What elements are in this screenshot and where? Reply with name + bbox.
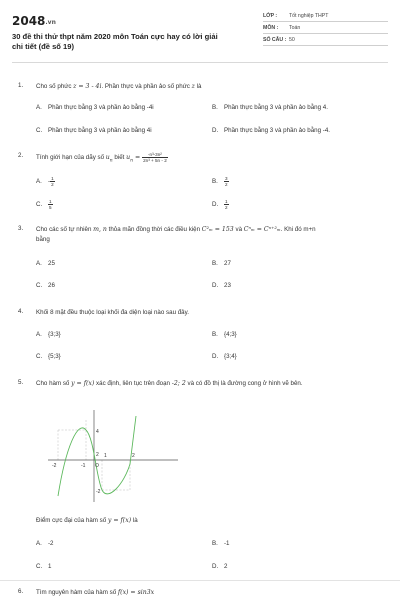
option-text: 25: [48, 260, 55, 267]
option-text: -1: [224, 540, 230, 547]
stem-math: z: [191, 83, 195, 90]
option-d[interactable]: [212, 282, 231, 289]
option-d[interactable]: [212, 199, 229, 210]
stem-text: là: [194, 83, 202, 90]
option-b[interactable]: [212, 540, 230, 547]
option-c[interactable]: [36, 563, 51, 570]
y-label-neg2: -2: [96, 489, 101, 495]
option-label: C.: [36, 353, 43, 360]
option-b[interactable]: [212, 176, 229, 187]
fraction-numerator: -n³-3n²: [142, 152, 168, 158]
option-text: -2: [48, 540, 54, 547]
option-text: 1: [48, 563, 52, 570]
stem-math: m, n: [93, 226, 107, 233]
fraction-numerator: 1: [225, 199, 228, 204]
question-6: [18, 588, 388, 598]
option-label: A.: [36, 178, 42, 186]
stem-math: -2; 2: [171, 380, 186, 387]
function-graph: [44, 406, 184, 506]
option-a[interactable]: [36, 540, 54, 547]
meta-value: Tốt nghiệp THPT: [289, 12, 329, 19]
option-a[interactable]: [36, 104, 154, 111]
stem-text: là: [131, 517, 138, 524]
option-d[interactable]: [212, 563, 227, 570]
fraction-denominator: 2n³ + 5n - 2: [143, 158, 167, 163]
stem-text: biết: [112, 154, 127, 162]
option-b[interactable]: [212, 331, 237, 338]
option-c[interactable]: [36, 127, 152, 134]
question-substem: [36, 516, 388, 526]
question-stem: Tính giới hạn của dãy số $u_n$ biết $u_n$ = $\frac{\text{-n³-3n²}}{\text{2n³ + 5n - 2}}$: [36, 152, 167, 164]
meta-value: 50: [289, 36, 295, 43]
x-label-neg1: -1: [81, 463, 86, 469]
meta-key: LỚP :: [263, 12, 278, 19]
stem-text: và: [233, 226, 244, 233]
document-meta: [263, 10, 388, 62]
stem-math: y = f(x): [71, 380, 95, 387]
meta-key: SỐ CÂU :: [263, 36, 287, 43]
fraction-denominator: 2: [225, 182, 228, 187]
question-stem: [36, 225, 388, 245]
question-number: 4.: [18, 308, 24, 315]
option-text: {3;3}: [48, 331, 61, 338]
option-a[interactable]: [36, 260, 55, 267]
option-label: B.: [212, 260, 218, 267]
origin-label: O: [95, 463, 99, 469]
meta-value: Toán: [289, 24, 301, 31]
brand-suffix: .vn: [45, 19, 56, 26]
fraction-denominator: 2: [51, 182, 54, 187]
brand-name: 2048: [12, 14, 46, 28]
option-text: 2: [224, 563, 228, 570]
option-text: {4;3}: [224, 331, 237, 338]
option-c[interactable]: [36, 282, 55, 289]
formula-fraction: [142, 152, 168, 163]
formula-lhs: u: [126, 154, 131, 162]
y-label-4: 4: [96, 429, 99, 435]
question-number: 5.: [18, 379, 24, 386]
option-text: Phần thực bằng 3 và phần ảo bằng -4i: [48, 104, 154, 111]
option-label: D.: [212, 127, 219, 134]
option-d[interactable]: [212, 127, 330, 134]
option-label: C.: [36, 201, 43, 209]
stem-text: Tính giới hạn của dãy số: [36, 154, 106, 162]
stem-subscript: n: [109, 158, 113, 164]
question-stem: [36, 379, 388, 389]
option-text: Phần thực bằng 3 và phần ảo bằng 4i: [48, 127, 152, 134]
question-number: 1.: [18, 82, 24, 89]
option-label: B.: [212, 540, 218, 547]
option-label: A.: [36, 260, 42, 267]
header-left: [12, 14, 222, 62]
stem-text: Tìm nguyên hàm của hàm số: [36, 589, 118, 596]
stem-math: f(x) = sin3x: [117, 589, 155, 596]
option-label: A.: [36, 104, 42, 111]
stem-math: z = 3 - 4i: [73, 83, 102, 90]
option-a[interactable]: [36, 331, 61, 338]
header-divider: [12, 62, 388, 63]
question-1: [18, 82, 388, 92]
option-text: 23: [224, 282, 231, 289]
option-text: Phần thực bằng 3 và phần ảo bằng -4.: [224, 127, 330, 134]
stem-text: và có đồ thị là đường cong ở hình vẽ bên.: [185, 380, 303, 387]
y-label-2: 2: [96, 452, 99, 458]
stem-text: . Phần thực và phần ảo số phức: [101, 83, 192, 90]
option-label: B.: [212, 178, 218, 186]
option-label: D.: [212, 563, 219, 570]
option-text: 27: [224, 260, 231, 267]
fraction-denominator: 2: [225, 205, 228, 210]
option-a[interactable]: [36, 176, 55, 187]
question-number: 2.: [18, 152, 24, 159]
option-label: B.: [212, 104, 218, 111]
formula-subscript: n: [130, 158, 133, 164]
question-5-substem: [18, 516, 388, 526]
option-text: 26: [48, 282, 55, 289]
meta-key: MÔN :: [263, 24, 279, 31]
option-sign: -: [48, 178, 51, 186]
option-c[interactable]: [36, 353, 61, 360]
brand-logo[interactable]: [12, 14, 222, 28]
option-fraction: [48, 199, 53, 210]
option-label: D.: [212, 353, 219, 360]
option-fraction: [224, 176, 229, 187]
meta-row-subject: [263, 22, 388, 34]
x-label-neg2: -2: [52, 463, 57, 469]
stem-text: thỏa mãn đồng thời các điều kiện: [106, 226, 202, 233]
option-label: C.: [36, 282, 43, 289]
option-fraction: [224, 199, 229, 210]
question-number: 3.: [18, 225, 24, 232]
question-4: [18, 308, 388, 318]
fraction-numerator: 1: [51, 176, 54, 181]
fraction-numerator: 3: [225, 176, 228, 181]
question-5: [18, 379, 388, 389]
document-header: [12, 0, 388, 62]
option-text: {5;3}: [48, 353, 61, 360]
stem-text: Điểm cực đại của hàm số: [36, 517, 108, 524]
option-label: A.: [36, 540, 42, 547]
question-3: [18, 225, 388, 245]
meta-row-count: [263, 34, 388, 46]
stem-text: Cho số phức: [36, 83, 74, 90]
section-divider: [0, 580, 400, 581]
stem-text: Cho các số tự nhiên: [36, 226, 94, 233]
x-label-1: 1: [104, 453, 107, 459]
fraction-numerator: 1: [49, 199, 52, 204]
fraction-denominator: 5: [49, 205, 52, 210]
option-label: B.: [212, 331, 218, 338]
question-stem: Khối 8 mặt đều thuộc loại khối đa diện loại nào sau đây.: [36, 309, 189, 316]
stem-math: u: [105, 154, 110, 162]
option-label: C.: [36, 127, 43, 134]
option-label: C.: [36, 563, 43, 570]
option-d[interactable]: [212, 353, 237, 360]
question-number: 6.: [18, 588, 24, 595]
option-b[interactable]: [212, 260, 231, 267]
stem-text: . Khi đó m+n: [280, 226, 316, 233]
stem-text: Cho hàm số: [36, 380, 72, 387]
option-label: D.: [212, 201, 219, 209]
stem-text: xác định, liên tục trên đoạn: [94, 380, 172, 387]
condition-1: C²ₘ = 153: [201, 226, 234, 233]
meta-row-class: [263, 10, 388, 22]
option-label: D.: [212, 282, 219, 289]
x-label-2: 2: [132, 453, 135, 459]
option-label: A.: [36, 331, 42, 338]
document-title: 30 đề thi thử thpt năm 2020 môn Toán cực hay có lời giải chi tiết (đề số 19): [12, 32, 218, 51]
option-text: Phần thực bằng 3 và phần ảo bằng 4.: [224, 104, 328, 111]
question-2: [18, 152, 388, 166]
condition-2: Cⁿₘ = Cⁿ⁺²ₘ: [243, 226, 281, 233]
option-text: {3;4}: [224, 353, 237, 360]
option-fraction: [50, 176, 55, 187]
option-b[interactable]: [212, 104, 328, 111]
stem-math: y = f(x): [107, 517, 132, 524]
option-c[interactable]: [36, 199, 53, 210]
question-stem: [36, 588, 388, 598]
question-stem: [36, 82, 388, 92]
stem-text: bằng: [36, 236, 50, 243]
